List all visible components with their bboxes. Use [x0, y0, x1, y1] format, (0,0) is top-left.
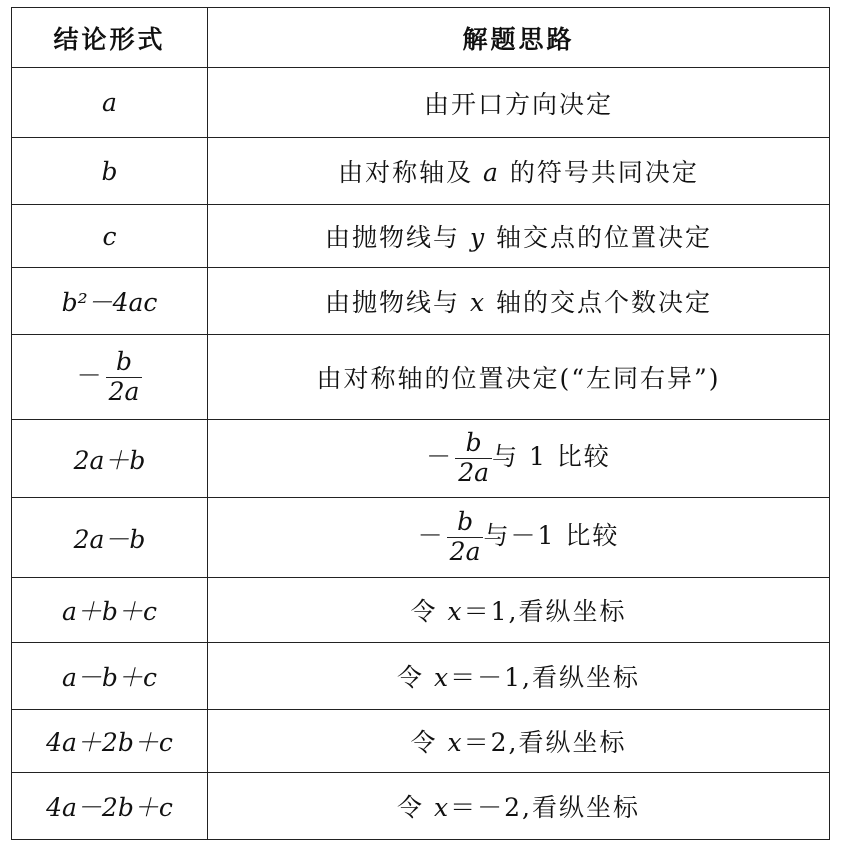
desc-text: ＝－2,看纵坐标: [450, 793, 640, 822]
fraction-numerator: b: [106, 348, 143, 378]
fraction-numerator: b: [447, 508, 484, 538]
expr-cell: c: [12, 205, 208, 268]
desc-cell: [208, 773, 830, 840]
expr-cell: a－b＋c: [12, 643, 208, 710]
desc-variable: y: [469, 223, 487, 252]
desc-text: 轴交点的位置决定: [486, 223, 713, 252]
fraction: [447, 508, 484, 567]
fraction: [106, 348, 143, 407]
desc-cell: 由对称轴的位置决定(“左同右异”): [208, 335, 830, 420]
desc-text: 令: [410, 728, 448, 757]
conclusion-table: [11, 7, 830, 840]
fraction-denominator: 2a: [108, 376, 140, 406]
header-row: [12, 8, 830, 68]
desc-text: ＝－1,看纵坐标: [450, 663, 640, 692]
minus-sign: －: [426, 442, 454, 471]
desc-text: 与－1 比较: [483, 521, 620, 550]
desc-cell: 由开口方向决定: [208, 68, 830, 138]
desc-cell: [208, 138, 830, 205]
desc-text: 由抛物线与: [324, 223, 470, 252]
expr-cell: [12, 335, 208, 420]
fraction-denominator: 2a: [458, 458, 489, 487]
desc-variable: x: [447, 728, 464, 757]
desc-variable: x: [433, 663, 451, 692]
desc-cell: [208, 643, 830, 710]
expr-cell: a: [12, 68, 208, 138]
fraction-denominator: 2a: [449, 537, 481, 566]
table-row: [12, 335, 830, 420]
fraction: [455, 429, 492, 488]
desc-text: 与 1 比较: [492, 442, 611, 471]
desc-text: 令: [410, 597, 448, 626]
expr-cell: 4a－2b＋c: [12, 773, 208, 840]
desc-text: 由抛物线与: [324, 288, 470, 317]
desc-text: 的符号共同决定: [499, 158, 699, 187]
header-conclusion-form: 结论形式: [12, 8, 208, 68]
desc-cell: [208, 268, 830, 335]
desc-variable: x: [447, 597, 464, 626]
desc-text: 令: [397, 663, 434, 692]
desc-text: ＝1,看纵坐标: [463, 597, 627, 626]
header-solution-idea: 解题思路: [208, 8, 830, 68]
expr-cell: 4a＋2b＋c: [12, 710, 208, 773]
desc-text: ＝2,看纵坐标: [463, 728, 627, 757]
desc-variable: x: [469, 288, 487, 317]
desc-text: 轴的交点个数决定: [486, 288, 712, 317]
table-row: [12, 138, 830, 205]
expr-cell: b: [12, 138, 208, 205]
table-row: [12, 710, 830, 773]
expr-cell: 2a－b: [12, 498, 208, 578]
expr-cell: a＋b＋c: [12, 578, 208, 643]
table-row: [12, 420, 830, 498]
expr-cell: b²－4ac: [12, 268, 208, 335]
desc-cell: [208, 420, 830, 498]
expr-cell: 2a＋b: [12, 420, 208, 498]
table-row: [12, 205, 830, 268]
desc-cell: [208, 205, 830, 268]
fraction-numerator: b: [455, 429, 492, 459]
desc-text: 令: [397, 793, 434, 822]
desc-cell: [208, 498, 830, 578]
table-row: [12, 643, 830, 710]
table-row: [12, 498, 830, 578]
table-row: [12, 773, 830, 840]
table-row: [12, 578, 830, 643]
table-row: [12, 68, 830, 138]
minus-sign: －: [417, 521, 445, 550]
minus-sign: －: [76, 360, 104, 390]
desc-variable: x: [433, 793, 451, 822]
desc-cell: [208, 710, 830, 773]
desc-cell: [208, 578, 830, 643]
desc-variable: a: [483, 158, 500, 187]
table-row: [12, 268, 830, 335]
desc-text: 由对称轴及: [338, 158, 484, 187]
